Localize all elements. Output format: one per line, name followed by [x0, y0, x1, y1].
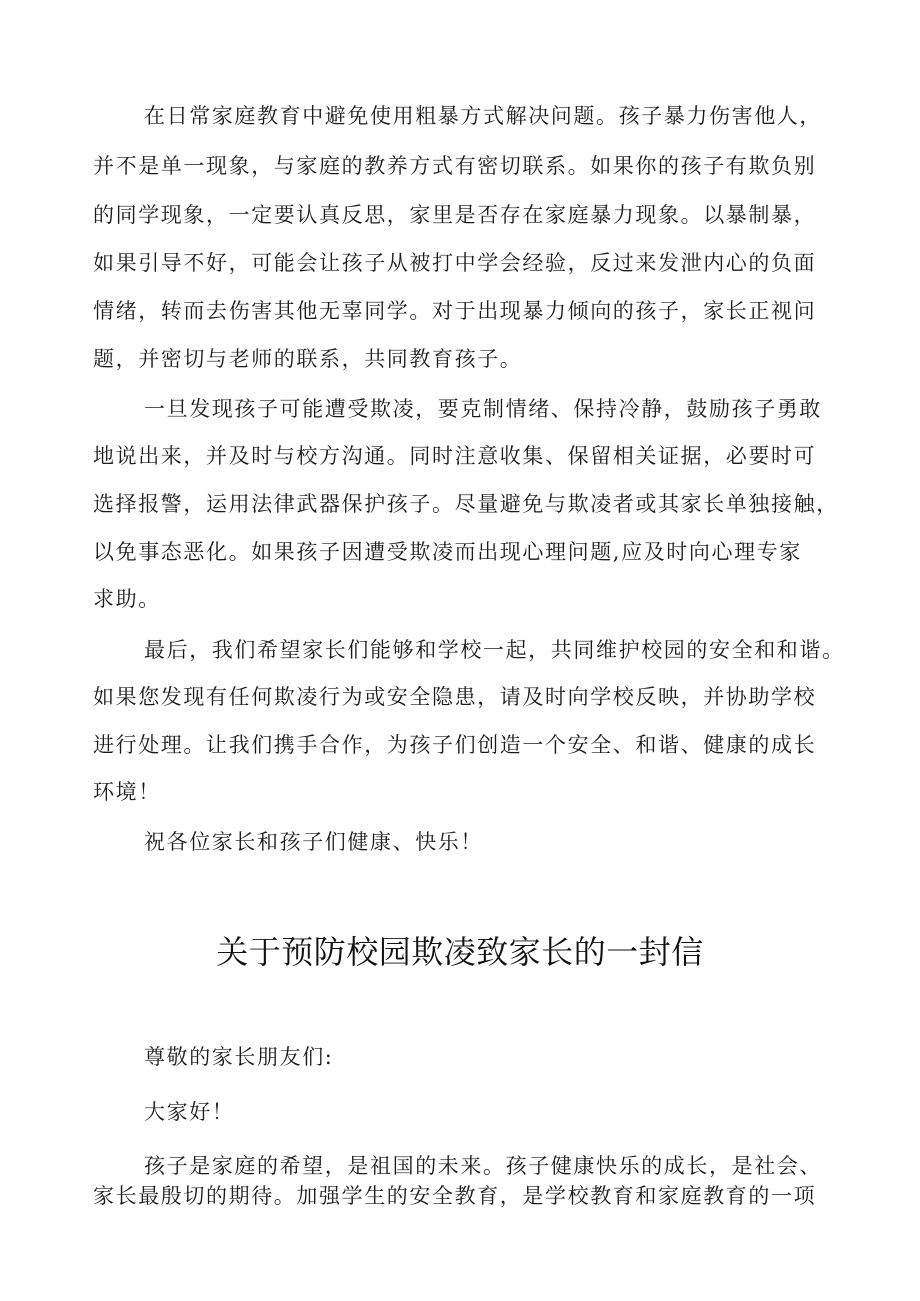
paragraph-line: 如果引导不好，可能会让孩子从被打中学会经验，反过来发泄内心的负面 [93, 251, 817, 275]
paragraph-line: 最后，我们希望家长们能够和学校一起，共同维护校园的安全和和谐。 [144, 638, 845, 662]
paragraph-line: 在日常家庭教育中避免使用粗暴方式解决问题。孩子暴力伤害他人， [144, 104, 822, 128]
paragraph-line: 地说出来，并及时与校方沟通。同时注意收集、保留相关证据，必要时可 [93, 444, 817, 468]
paragraph-line: 选择报警，运用法律武器保护孩子。尽量避免与欺凌者或其家长单独接触， [93, 492, 839, 516]
paragraph-line: 家长最殷切的期待。加强学生的安全教育，是学校教育和家庭教育的一项 [93, 1184, 817, 1208]
paragraph-line: 如果您发现有任何欺凌行为或安全隐患，请及时向学校反映，并协助学校 [93, 685, 817, 709]
paragraph-line: 以免事态恶化。如果孩子因遭受欺凌而出现心理问题,应及时向心理专家 [93, 540, 802, 564]
paragraph-line: 环境！ [93, 780, 161, 804]
paragraph-line: 进行处理。让我们携手合作，为孩子们创造一个安全、和谐、健康的成长 [93, 733, 817, 757]
closing-wish: 祝各位家长和孩子们健康、快乐！ [144, 830, 483, 854]
paragraph-line: 并不是单一现象，与家庭的教养方式有密切联系。如果你的孩子有欺负别 [93, 154, 817, 178]
paragraph-line: 求助。 [93, 587, 161, 611]
paragraph-line: 的同学现象，一定要认真反思，家里是否存在家庭暴力现象。以暴制暴， [93, 203, 817, 227]
paragraph-line: 孩子是家庭的希望，是祖国的未来。孩子健康快乐的成长，是社会、 [144, 1154, 822, 1178]
salutation: 尊敬的家长朋友们: [144, 1045, 334, 1069]
paragraph-line: 题，并密切与老师的联系，共同教育孩子。 [93, 347, 523, 371]
paragraph-line: 一旦发现孩子可能遭受欺凌，要克制情绪、保持冷静，鼓励孩子勇敢 [144, 397, 822, 421]
letter-title: 关于预防校园欺凌致家长的一封信 [216, 933, 704, 971]
paragraph-line: 情绪，转而去伤害其他无辜同学。对于出现暴力倾向的孩子，家长正视问 [93, 299, 817, 323]
greeting-hello: 大家好！ [144, 1100, 235, 1124]
